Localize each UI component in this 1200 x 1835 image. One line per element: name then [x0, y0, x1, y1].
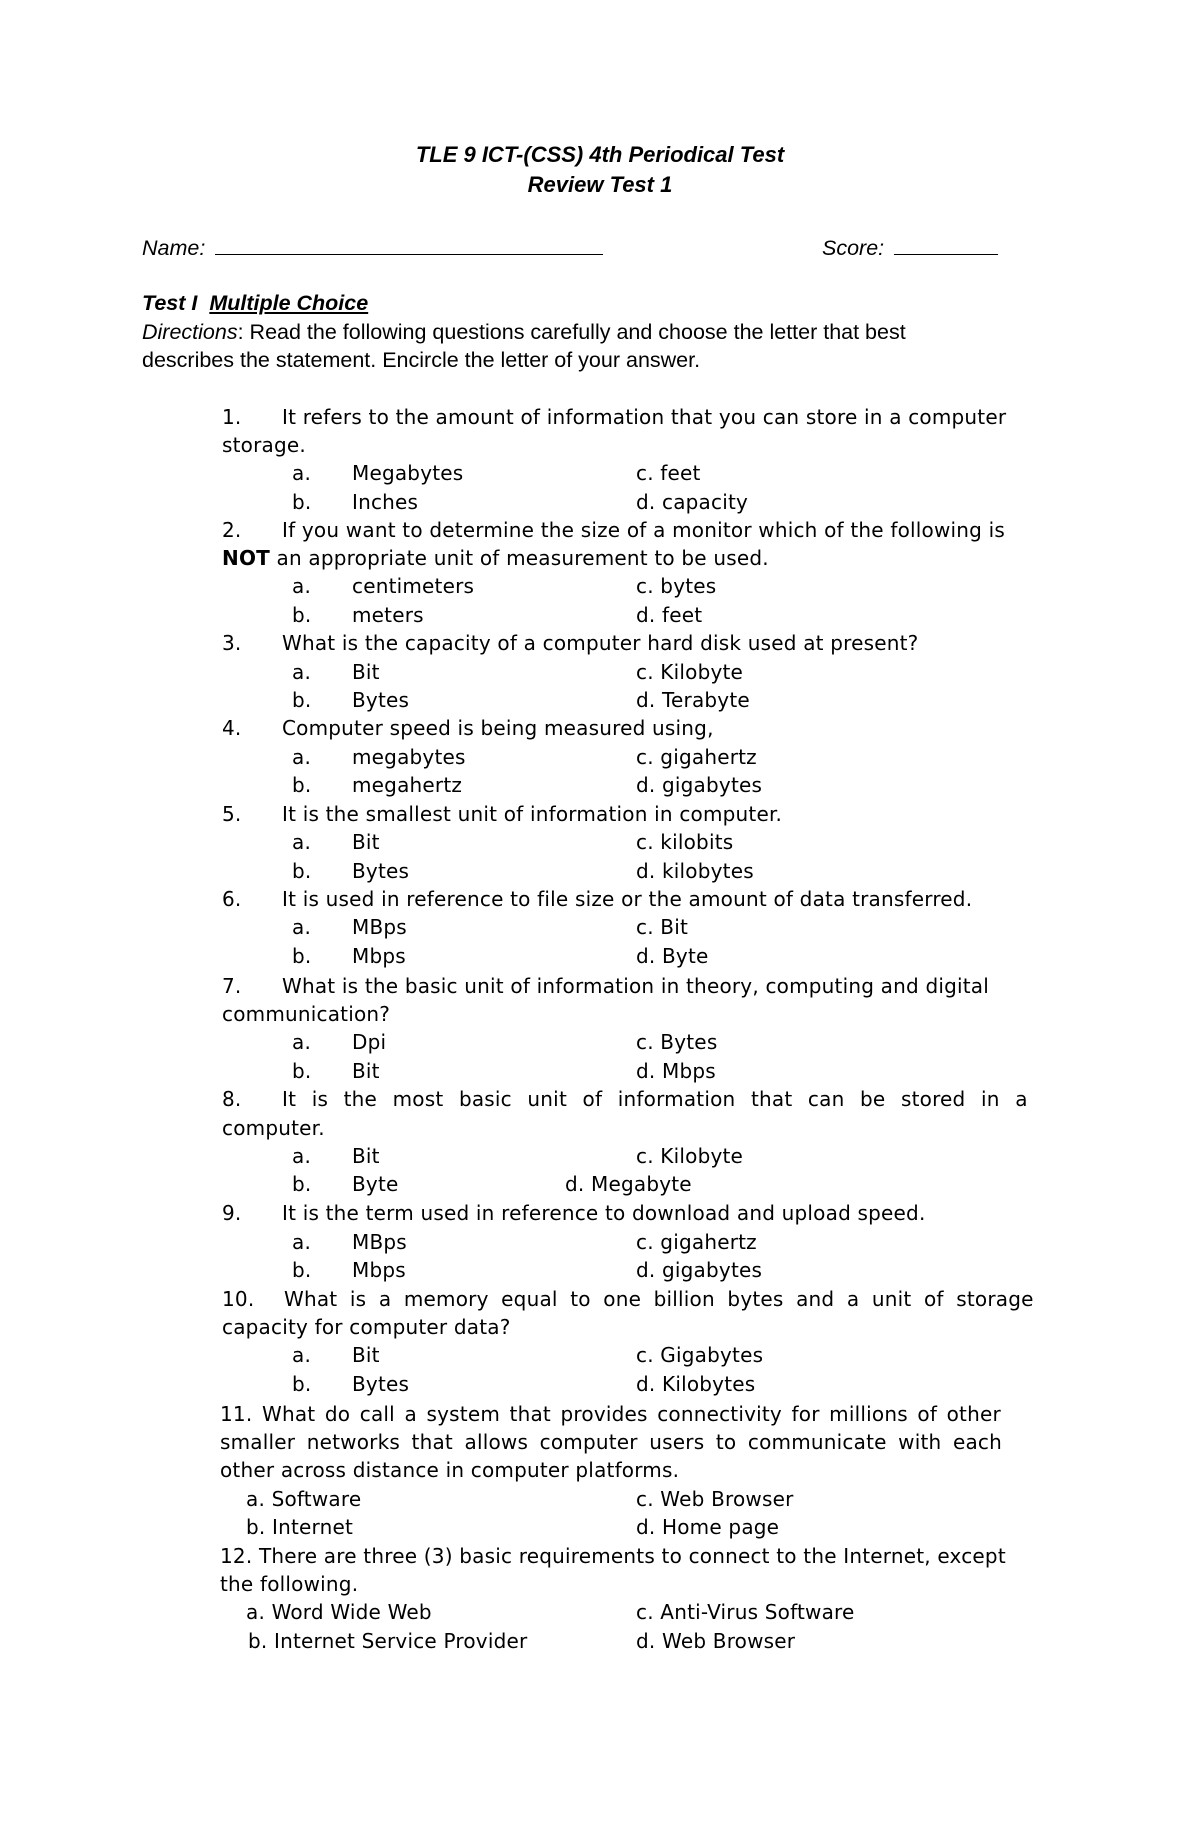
name-blank[interactable] — [215, 232, 603, 255]
question-11: 11. What do call a system that provides connectivity for millions of other — [220, 1402, 1001, 1426]
question-1-line-2: storage. — [222, 433, 306, 457]
section-label: Test I — [142, 291, 198, 315]
directions-label: Directions — [142, 320, 238, 344]
section-name: Multiple Choice — [209, 291, 369, 315]
question-8-line-2: computer. — [222, 1116, 325, 1140]
document-page: TLE 9 ICT-(CSS) 4th Periodical Test Review Test 1 Name: Score: Test I Multiple Choice Directions: Read the following questions carefully and choose the letter that best describes the statement. Encircle the letter of your answer. 1. It refers to the amount of information that you can store in a computer storage. a. Megabytes c. feet b. Inches d. capacity 2. If you want to determine the size of a monitor which of the following is NOT an appropriate unit of measurement to be used. a. centimeters c. bytes b. meters d. feet 3. What is the capacity of a computer hard disk used at present? a. Bit c. Kilobyte b. Bytes d. Terabyte 4. Computer speed is being measured using, a. megabytes c. gigahertz b. megahertz d. gigabytes 5. It is the smallest unit of information in computer. a. Bit c. kilobits b. Bytes d. kilobytes 6. It is used in reference to file size or the amount of data transferred. a. MBps c. Bit b. Mbps d. Byte 7. What is the basic unit of information in theory, computing and digital communication? a. Dpi c. Bytes b. Bit d. Mbps 8. It is the most basic unit of information that can be stored in a computer. a. Bit c. Kilobyte b. Byte d. Megabyte 9. It is the term used in reference to download and upload speed. a. MBps c. gigahertz b. Mbps d. gigabytes 10. What is a memory equal to one billion bytes and a unit of storage capacity for computer data? a. Bit c. Gigabytes b. Bytes d. Kilobytes 11. What do call a system that provides connectivity for millions of other smaller networks that allows computer users to communicate with each other across distance in computer platforms. a. Software c. Web Browser b. Internet d. Home page 12. There are three (3) basic requirements to connect to the Internet, except the following. a. Word Wide Web c. Anti-Virus Software b. Internet Service Provider d. Web Browser — [0, 0, 1200, 1835]
question-7-line-2: communication? — [222, 1002, 391, 1026]
test-subtitle: Review Test 1 — [527, 172, 673, 197]
name-field[interactable] — [142, 232, 603, 261]
question-11-line-3: other across distance in computer platforms. — [220, 1458, 680, 1482]
score-blank[interactable] — [894, 232, 998, 255]
question-11-line-2: smaller networks that allows computer users to communicate with each — [220, 1430, 1002, 1454]
section-heading — [142, 291, 368, 316]
question-2-line-2: NOT an appropriate unit of measurement to be used. — [222, 546, 769, 570]
test-title: TLE 9 ICT-(CSS) 4th Periodical Test — [415, 142, 785, 167]
score-label: Score: — [822, 236, 885, 260]
name-label: Name: — [142, 236, 206, 260]
directions-line-1: Directions: Read the following questions carefully and choose the letter that best — [142, 320, 906, 344]
question-12: 12. There are three (3) basic requirements to connect to the Internet, except — [220, 1544, 1006, 1568]
directions-line-2: describes the statement. Encircle the letter of your answer. — [142, 348, 701, 372]
score-field[interactable] — [822, 232, 998, 261]
question-12-line-2: the following. — [220, 1572, 359, 1596]
question-10-line-2: capacity for computer data? — [222, 1315, 511, 1339]
